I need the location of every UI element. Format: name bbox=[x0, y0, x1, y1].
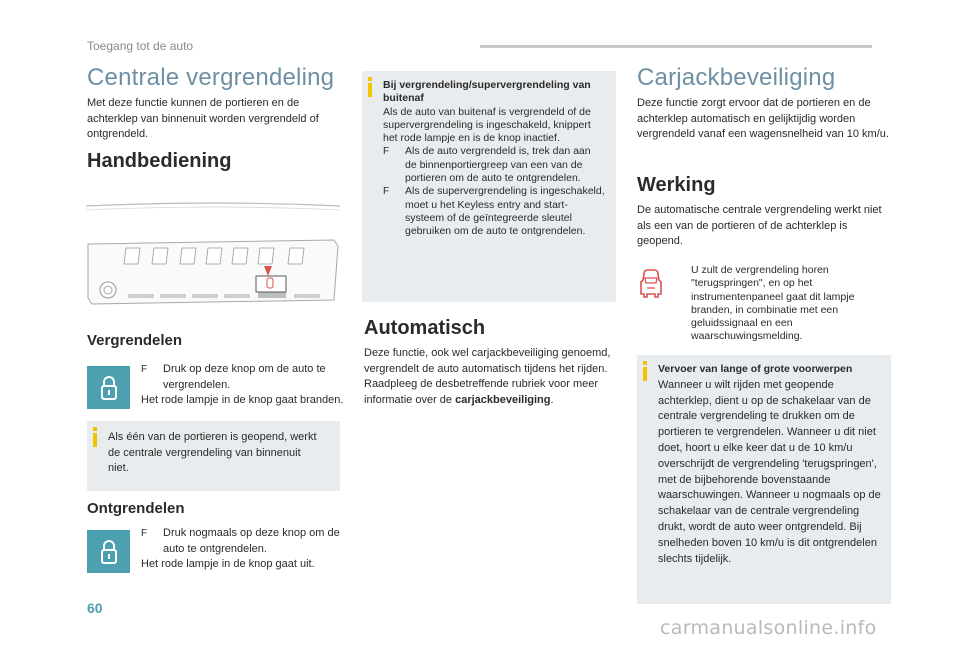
note-body: Wanneer u wilt rijden met geopende achterklep, dient u op de schakelaar van de centrale vergrendeling te drukken om de portieren te vergrendelen. Wanneer u dit niet doet, hoort u elke keer dat u de 10 km/u overschrijdt de vergrendeling 'terugspringen', met de bijbehorende bovenstaande waarschuwingen. Wanneer u nogmaals op de schakelaar van de centrale vergrendeling drukt, wordt de auto weer ontgrendeld. Bij snelheden boven 10 km/u is dit ontgrendelen slechts tijdelijk. bbox=[658, 378, 881, 565]
vergrendelen-instructions: F Druk op deze knop om de auto te vergrendelen. Het rode lampje in de knop gaat branden. bbox=[141, 363, 344, 406]
lock-button-icon bbox=[87, 366, 130, 409]
info-marker bbox=[368, 83, 372, 97]
external-locking-note bbox=[362, 71, 616, 302]
car-warning-icon bbox=[638, 268, 664, 300]
werking-text: De automatische centrale vergrendeling werkt niet als een van de portieren of de achterklep is geopend. bbox=[637, 204, 882, 247]
unlock-button-icon bbox=[87, 530, 130, 573]
werking-heading: Werking bbox=[637, 174, 716, 196]
warning-description: U zult de vergrendeling horen "terugspringen", en op het instrumentenpaneel gaat dit lampje branden, in combinatie met een geluidssignaal en een waarschuwingsmelding. bbox=[691, 264, 855, 343]
vergrendelen-heading: Vergrendelen bbox=[87, 332, 183, 349]
note-text: Als één van de portieren is geopend, werkt de centrale vergrendeling van binnenuit niet. bbox=[108, 431, 317, 474]
intro-paragraph: Met deze functie kunnen de portieren en de achterklep van binnenuit worden vergrendeld of ontgrendeld. bbox=[87, 97, 319, 140]
button-panel-illustration bbox=[84, 192, 342, 314]
header-divider bbox=[480, 45, 872, 48]
note-content: Bij vergrendeling/supervergrendeling van buitenaf Als de auto van buitenaf is vergrendeld of de supervergrendeling is ingeschakeld, knippert het rode lampje en is de knop inactief. F Als de auto vergrendeld is, trek dan aan de binnenportiergreep van een van de portieren om de auto te ontgrendelen. F Als de supervergrendeling is ingeschakeld, moet u het Keyless entry and start-systeem of de geïntegreerde sleutel gebruiken om de auto te ontgrendelen. bbox=[383, 79, 605, 238]
section-header: Toegang tot de auto bbox=[87, 39, 194, 53]
page-number: 60 bbox=[87, 600, 103, 616]
bullet-marker: F bbox=[141, 528, 148, 539]
carjack-link-text: carjackbeveiliging bbox=[455, 393, 551, 406]
automatisch-text: Deze functie, ook wel carjackbeveiliging genoemd, vergrendelt de auto automatisch tijdens het rijden. Raadpleeg de desbetreffende rubriek voor meer informatie over de carjackbeveiliging. bbox=[364, 347, 611, 406]
note-title: Vervoer van lange of grote voorwerpen bbox=[658, 363, 853, 375]
note-title: Bij vergrendeling/supervergrendeling van buitenaf bbox=[383, 79, 591, 105]
doors-open-note bbox=[87, 421, 340, 491]
long-objects-note bbox=[637, 355, 891, 604]
ontgrendelen-instructions: F Druk nogmaals op deze knop om de auto te ontgrendelen. Het rode lampje in de knop gaat uit. bbox=[141, 527, 340, 570]
watermark: carmanualsonline.info bbox=[660, 617, 877, 639]
carjack-title: Carjackbeveiliging bbox=[637, 64, 836, 91]
bullet-marker: F bbox=[141, 364, 148, 375]
automatisch-heading: Automatisch bbox=[364, 317, 486, 339]
info-marker bbox=[93, 433, 97, 447]
carjack-intro: Deze functie zorgt ervoor dat de portieren en de achterklep automatisch en gelijktijdig worden vergrendeld vanaf een wagensnelheid van 10 km/u. bbox=[637, 97, 889, 140]
ontgrendelen-heading: Ontgrendelen bbox=[87, 500, 185, 517]
bullet-marker: F bbox=[383, 186, 390, 198]
bullet-marker: F bbox=[383, 146, 390, 158]
note-body: Als de auto van buitenaf is vergrendeld of de supervergrendeling is ingeschakeld, knippert het rode lampje en is de knop inactief. bbox=[383, 105, 591, 145]
note-content bbox=[658, 362, 886, 567]
page-title: Centrale vergrendeling bbox=[87, 64, 335, 91]
info-marker bbox=[643, 367, 647, 381]
handbediening-heading: Handbediening bbox=[87, 150, 232, 172]
